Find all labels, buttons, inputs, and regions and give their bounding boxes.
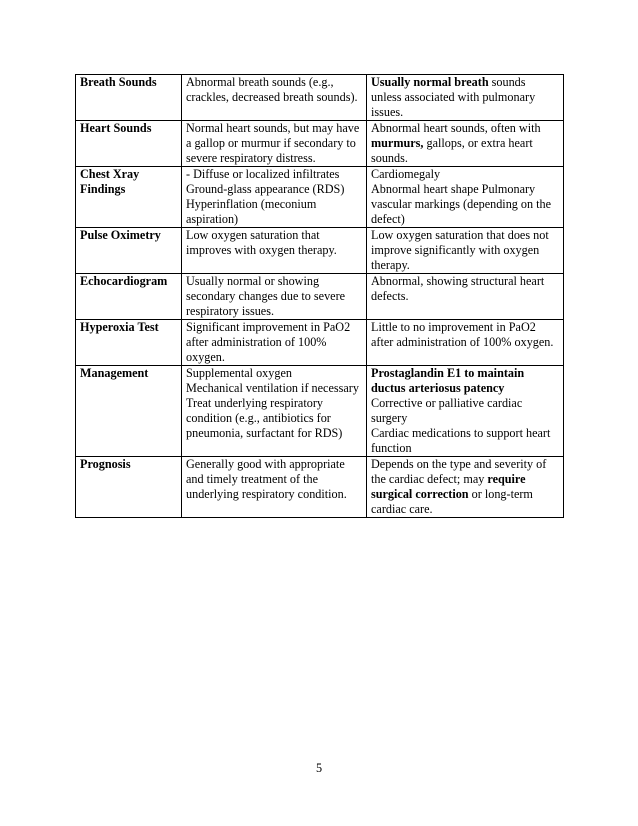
cell-text: Corrective or palliative cardiac surgery xyxy=(371,396,523,425)
cell-text: or long-term cardiac care. xyxy=(371,487,533,516)
cell-line xyxy=(186,182,362,197)
table-body xyxy=(76,75,564,518)
cell-text: Abnormal breath sounds (e.g., crackles, decreased breath sounds). xyxy=(186,75,358,104)
cell-line xyxy=(371,366,559,396)
cell-line xyxy=(371,457,559,517)
cell-line xyxy=(186,197,362,227)
table-row xyxy=(76,121,564,167)
cell-text: Treat underlying respiratory condition (e.g., antibiotics for pneumonia, surfactant for RDS) xyxy=(186,396,343,440)
comparison-table xyxy=(75,74,564,518)
cell-line xyxy=(186,320,362,365)
cell-text: Cardiomegaly xyxy=(371,167,441,181)
cell-cardiac xyxy=(367,320,564,366)
cell-respiratory xyxy=(182,167,367,228)
row-label: Chest Xray Findings xyxy=(76,167,182,228)
cell-line xyxy=(186,366,362,381)
cell-line xyxy=(186,381,362,396)
table-row xyxy=(76,366,564,457)
cell-respiratory xyxy=(182,366,367,457)
cell-text: Hyperinflation (meconium aspiration) xyxy=(186,197,317,226)
cell-cardiac xyxy=(367,366,564,457)
cell-line xyxy=(186,167,362,182)
cell-text: Generally good with appropriate and timely treatment of the underlying respiratory condition. xyxy=(186,457,347,501)
cell-line xyxy=(371,167,559,182)
cell-respiratory xyxy=(182,75,367,121)
table-row xyxy=(76,457,564,518)
table-row xyxy=(76,274,564,320)
cell-line xyxy=(371,228,559,273)
row-label: Hyperoxia Test xyxy=(76,320,182,366)
cell-text: Normal heart sounds, but may have a gallop or murmur if secondary to severe respiratory distress. xyxy=(186,121,360,165)
table-row xyxy=(76,320,564,366)
cell-text: Low oxygen saturation that does not improve significantly with oxygen therapy. xyxy=(371,228,549,272)
table-row xyxy=(76,167,564,228)
cell-text: Abnormal heart sounds, often with xyxy=(371,121,541,135)
row-label: Echocardiogram xyxy=(76,274,182,320)
row-label: Pulse Oximetry xyxy=(76,228,182,274)
cell-line xyxy=(371,320,559,350)
cell-text: Mechanical ventilation if necessary xyxy=(186,381,359,395)
cell-line xyxy=(186,274,362,319)
cell-text: Abnormal, showing structural heart defects. xyxy=(371,274,545,303)
cell-cardiac xyxy=(367,121,564,167)
table-row xyxy=(76,228,564,274)
cell-line xyxy=(186,121,362,166)
cell-text: Cardiac medications to support heart function xyxy=(371,426,551,455)
cell-cardiac xyxy=(367,167,564,228)
cell-line xyxy=(186,228,362,258)
row-label: Breath Sounds xyxy=(76,75,182,121)
cell-cardiac xyxy=(367,228,564,274)
cell-line xyxy=(371,426,559,456)
cell-text: Depends on the type and severity of the cardiac defect; may xyxy=(371,457,547,486)
cell-line xyxy=(186,457,362,502)
table-row xyxy=(76,75,564,121)
cell-line xyxy=(371,182,559,227)
cell-respiratory xyxy=(182,228,367,274)
row-label: Prognosis xyxy=(76,457,182,518)
cell-line xyxy=(371,75,559,120)
cell-text: Usually normal or showing secondary changes due to severe respiratory issues. xyxy=(186,274,346,318)
cell-line xyxy=(186,396,362,441)
cell-text: sounds unless associated with pulmonary issues. xyxy=(371,75,536,119)
cell-line xyxy=(371,396,559,426)
cell-text-bold: Usually normal breath xyxy=(371,75,489,89)
cell-text: Low oxygen saturation that improves with oxygen therapy. xyxy=(186,228,337,257)
cell-text: - Diffuse or localized infiltrates xyxy=(186,167,340,181)
cell-cardiac xyxy=(367,457,564,518)
row-label: Heart Sounds xyxy=(76,121,182,167)
cell-line xyxy=(371,274,559,304)
cell-text: Abnormal heart shape Pulmonary vascular markings (depending on the defect) xyxy=(371,182,552,226)
cell-text: Significant improvement in PaO2 after administration of 100% oxygen. xyxy=(186,320,351,364)
cell-text: Supplemental oxygen xyxy=(186,366,292,380)
cell-text-bold: murmurs, xyxy=(371,136,424,150)
cell-respiratory xyxy=(182,457,367,518)
cell-text: Little to no improvement in PaO2 after administration of 100% oxygen. xyxy=(371,320,554,349)
row-label: Management xyxy=(76,366,182,457)
cell-line xyxy=(371,121,559,166)
cell-respiratory xyxy=(182,121,367,167)
cell-cardiac xyxy=(367,274,564,320)
cell-text: gallops, or extra heart sounds. xyxy=(371,136,533,165)
cell-cardiac xyxy=(367,75,564,121)
page-number: 5 xyxy=(315,761,323,775)
cell-line xyxy=(186,75,362,105)
cell-text-bold: Prostaglandin E1 to maintain ductus arteriosus patency xyxy=(371,366,525,395)
cell-respiratory xyxy=(182,274,367,320)
cell-text-bold: require surgical correction xyxy=(371,472,526,501)
cell-text: Ground-glass appearance (RDS) xyxy=(186,182,345,196)
cell-respiratory xyxy=(182,320,367,366)
